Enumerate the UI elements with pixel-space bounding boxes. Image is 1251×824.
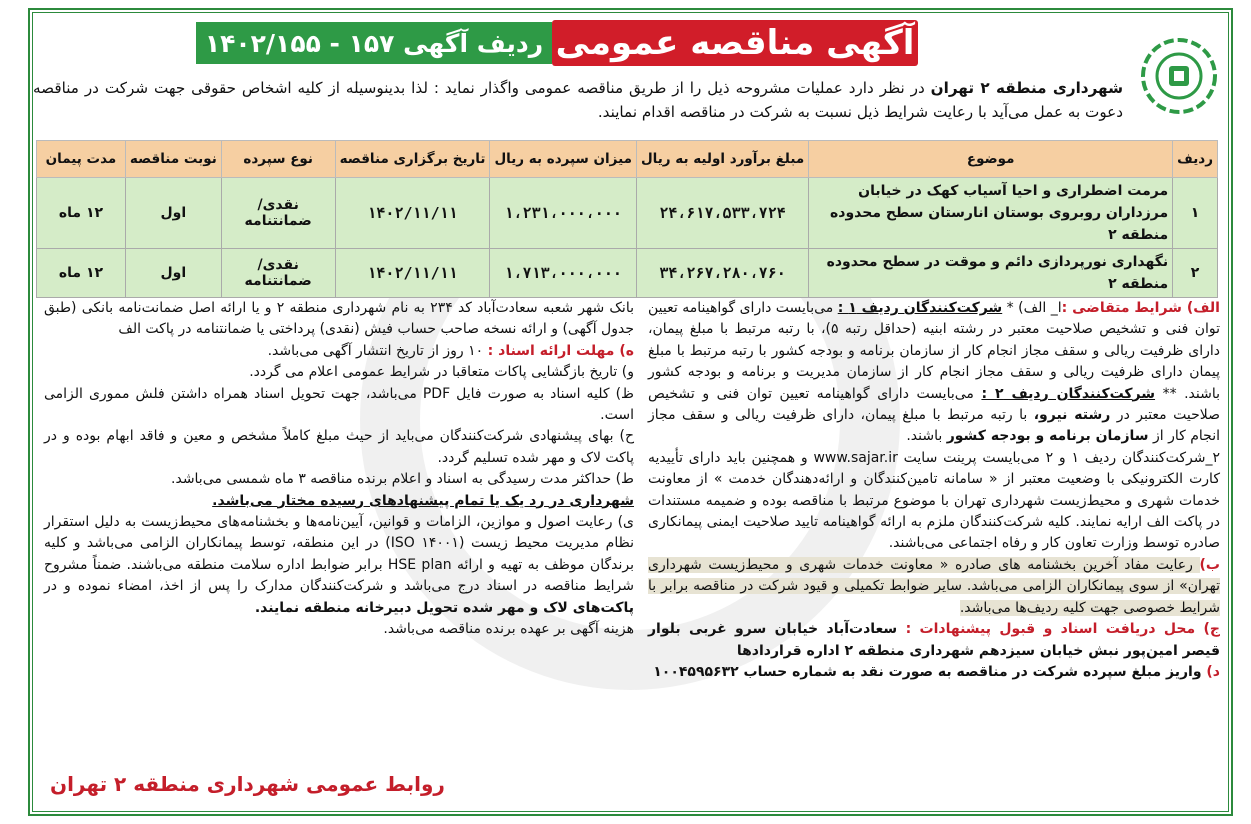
deposit-cell: ۱،۲۳۱،۰۰۰،۰۰۰ [490, 178, 636, 249]
condition-a-row2: شرکت‌کنندگان ردیف ۲ : [981, 385, 1156, 402]
condition-e-label: ه) مهلت ارائه اسناد : [487, 342, 634, 359]
conditions-right-column [648, 298, 1220, 683]
header-cell: نوبت مناقصه [125, 141, 221, 178]
round-cell: اول [125, 178, 221, 249]
header-cell: مبلغ برآورد اولیه به ریال [636, 141, 808, 178]
intro-text: در نظر دارد عملیات مشروحه ذیل را از طریق مناقصه عمومی واگذار نماید : لذا بدینوسیله از کلیه اشخاص حقوقی جهت شرکت در مناقصه دعوت به عمل می‌آید با رعایت شرایط ذیل نسبت به شرکت در مناقصه اقدام نمایند. [33, 79, 1123, 121]
condition-i-bold: شهرداری در رد یک یا تمام پیشنهادهای رسیده مختار می‌باشد. [212, 492, 634, 509]
header-cell: موضوع [809, 141, 1173, 178]
date-cell: ۱۴۰۲/۱۱/۱۱ [335, 249, 490, 298]
condition-j [44, 512, 634, 619]
table-row [37, 249, 1218, 298]
header-cell: ردیف [1173, 141, 1218, 178]
condition-a-text: می‌بایست دارای گواهینامه تعیین توان فنی و تشخیص صلاحیت معتبر در رشته ابنیه (حداقل رتبه ۵)، با رتبه مرتبط با مبلغ پیمان، دارای ظرفیت ریالی و سقف مجاز انجام کار از سازمان برنامه و بودجه کشور با رتبه مرتبط با مبلغ پیمان دارای ظرفیت ریالی و سقف مجاز انجام کار از سازمان مدیریت و برنامه و بودجه کشور باشند. ** [648, 300, 1220, 402]
condition-a [648, 298, 1220, 448]
condition-d [648, 662, 1220, 683]
row-number: ۱ [1173, 178, 1218, 249]
header-cell: میزان سپرده به ریال [490, 141, 636, 178]
deposit-type-cell: نقدی/ضمانتنامه [221, 178, 335, 249]
condition-k: هزینه آگهی بر عهده برنده مناقصه می‌باشد. [383, 621, 634, 638]
condition-a-row1: شرکت‌کنندگان ردیف ۱ : [837, 300, 1003, 316]
header-cell: نوع سپرده [221, 141, 335, 178]
round-cell: اول [125, 249, 221, 298]
condition-c-label: ج) محل دریافت اسناد و قبول پیشنهادات : [905, 621, 1220, 638]
row-number: ۲ [1173, 249, 1218, 298]
condition-e-text: ۱۰ روز از تاریخ انتشار آگهی می‌باشد. [267, 342, 488, 359]
condition-a-field: رشته نیرو، [1033, 407, 1111, 424]
duration-cell: ۱۲ ماه [37, 249, 126, 298]
conditions-left-column [44, 298, 634, 641]
condition-bank: بانک شهر شعبه سعادت‌آباد کد ۲۳۴ به نام شهرداری منطقه ۲ و یا ارائه اصل ضمانت‌نامه بانکی (طبق جدول آگهی) و ارائه نسخه صاحب حساب فیش (نقدی) پرداختی یا ضمانتنامه در پاکت الف [44, 300, 634, 338]
condition-c-text: سعادت‌آباد خیابان سرو غربی بلوار قیصر امین‌پور نبش خیابان سیزدهم شهرداری منطقه ۲ اداره قراردادها [648, 621, 1220, 659]
condition-a2: ۲_شرکت‌کنندگان ردیف ۱ و ۲ می‌بایست پرینت سایت www.sajar.ir و همچنین باید دارای تأییدیه کارت الکترونیکی با وضعیت معتبر از « سامانه تامین‌کنندگان و ارائه‌دهندگان خدمت » از معاونت خدمات شهری و محیط‌زیست شهرداری تهران با موضوع مرتبط با مناقصه بوده و ضمیمه مستندات در پاکت الف ارایه نمایند. کلیه شرکت‌کنندگان ملزم به ارائه گواهینامه تایید صلاحیت ایمنی پیمانکاری صادره توسط وزارت تعاون کار و رفاه اجتماعی می‌باشند. [648, 449, 1220, 552]
estimate-cell: ۳۴،۲۶۷،۲۸۰،۷۶۰ [636, 249, 808, 298]
condition-j-text: ی) رعایت اصول و موازین، الزامات و قوانین، آیین‌نامه‌ها و بخشنامه‌های محیط‌زیست به دلیل استقرار نظام مدیریت محیط زیست (ISO ۱۴۰۰۱) در این منطقه، توسط پیمانکاران الزامی می‌باشد و کلیه برندگان موظف به تهیه و ارائه HSE plan برابر ضوابط اداره سلامت منطقه می‌باشند. ضمناً مشروح شرایط مناقصه در اسناد درج می‌باشد و شرکت‌کنندگان مدارک را پس از اخذ، امضاء نموده و در [44, 514, 634, 595]
condition-a-text: با رتبه مرتبط با مبلغ پیمان، دارای ظرفیت ریالی و سقف مجاز انجام کار از [648, 407, 1220, 445]
public-relations-signature: روابط عمومی شهرداری منطقه ۲ تهران [50, 772, 445, 796]
condition-f: و) تاریخ بازگشایی پاکات متعاقبا در شرایط عمومی اعلام می گردد. [249, 364, 634, 381]
condition-a-text: ا_ الف) * [1002, 300, 1062, 316]
row-label-banner: ردیف آگهی ۱۵۷ - ۱۴۰۲/۱۵۵ [196, 22, 552, 64]
condition-g: ظ) کلیه اسناد به صورت فایل PDF می‌باشد، جهت تحویل اسناد همراه داشتن فلش مموری الزامی است. [44, 385, 635, 424]
tender-table [36, 140, 1218, 298]
header-cell: مدت پیمان [37, 141, 126, 178]
deposit-type-cell: نقدی/ضمانتنامه [221, 249, 335, 298]
condition-i: ط) حداکثر مدت رسیدگی به اسناد و اعلام برنده مناقصه ۳ ماه شمسی می‌باشد. [171, 471, 634, 488]
condition-d-label: د) [1206, 663, 1220, 680]
condition-d-text: واریز مبلغ سپرده شرکت در مناقصه به صورت نقد به شماره حساب ۱۰۰۴۵۹۵۶۳۲ [653, 663, 1207, 680]
table-header-row [37, 141, 1218, 178]
tender-title-banner: آگهی مناقصه عمومی [552, 20, 918, 66]
condition-b [648, 555, 1220, 619]
date-cell: ۱۴۰۲/۱۱/۱۱ [335, 178, 490, 249]
condition-j-bold: پاکت‌های لاک و مهر شده تحویل دبیرخانه منطقه نمایند. [254, 599, 634, 616]
header-cell: تاریخ برگزاری مناقصه [335, 141, 490, 178]
condition-b-text: رعایت مفاد آخرین بخشنامه های صادره « معاونت خدمات شهری و محیط‌زیست شهرداری تهران» از سوی پیمانکاران الزامی می‌باشد. سایر ضوابط تکمیلی و قیود شرکت در مناقصه برابر با شرایط خصوصی جهت کلیه ردیف‌ها می‌باشد. [648, 556, 1220, 616]
condition-a-text: می‌بایست دارای گواهینامه تعیین توان فنی و تشخیص صلاحیت معتبر در [648, 385, 1221, 424]
condition-c [648, 619, 1220, 662]
subject-cell: مرمت اضطراری و احیا آسیاب کهک در خیابان مرزداران روبروی بوستان انارستان سطح محدوده منطقه ۲ [809, 178, 1173, 249]
estimate-cell: ۲۴،۶۱۷،۵۳۳،۷۲۴ [636, 178, 808, 249]
condition-a-text: باشند. [906, 428, 947, 445]
duration-cell: ۱۲ ماه [37, 178, 126, 249]
condition-a-label: الف) شرایط متقاضی : [1061, 300, 1220, 316]
deposit-cell: ۱،۷۱۳،۰۰۰،۰۰۰ [490, 249, 636, 298]
tehran-municipality-logo-icon [1139, 36, 1219, 116]
subject-cell: نگهداری نورپردازی دائم و موقت در سطح محدوده منطقه ۲ [809, 249, 1173, 298]
org-name: شهرداری منطقه ۲ تهران [930, 79, 1124, 97]
intro-paragraph [33, 76, 1123, 124]
condition-b-label: ب) [1199, 556, 1220, 573]
table-row [37, 178, 1218, 249]
condition-e [44, 341, 634, 362]
condition-h: ح) بهای پیشنهادی شرکت‌کنندگان می‌باید از حیث مبلغ کاملاً مشخص و معین و فاقد ابهام بوده و در پاکت لاک و مهر شده تسلیم گردد. [44, 428, 634, 466]
condition-a-org: سازمان برنامه و بودجه کشور [946, 428, 1149, 445]
